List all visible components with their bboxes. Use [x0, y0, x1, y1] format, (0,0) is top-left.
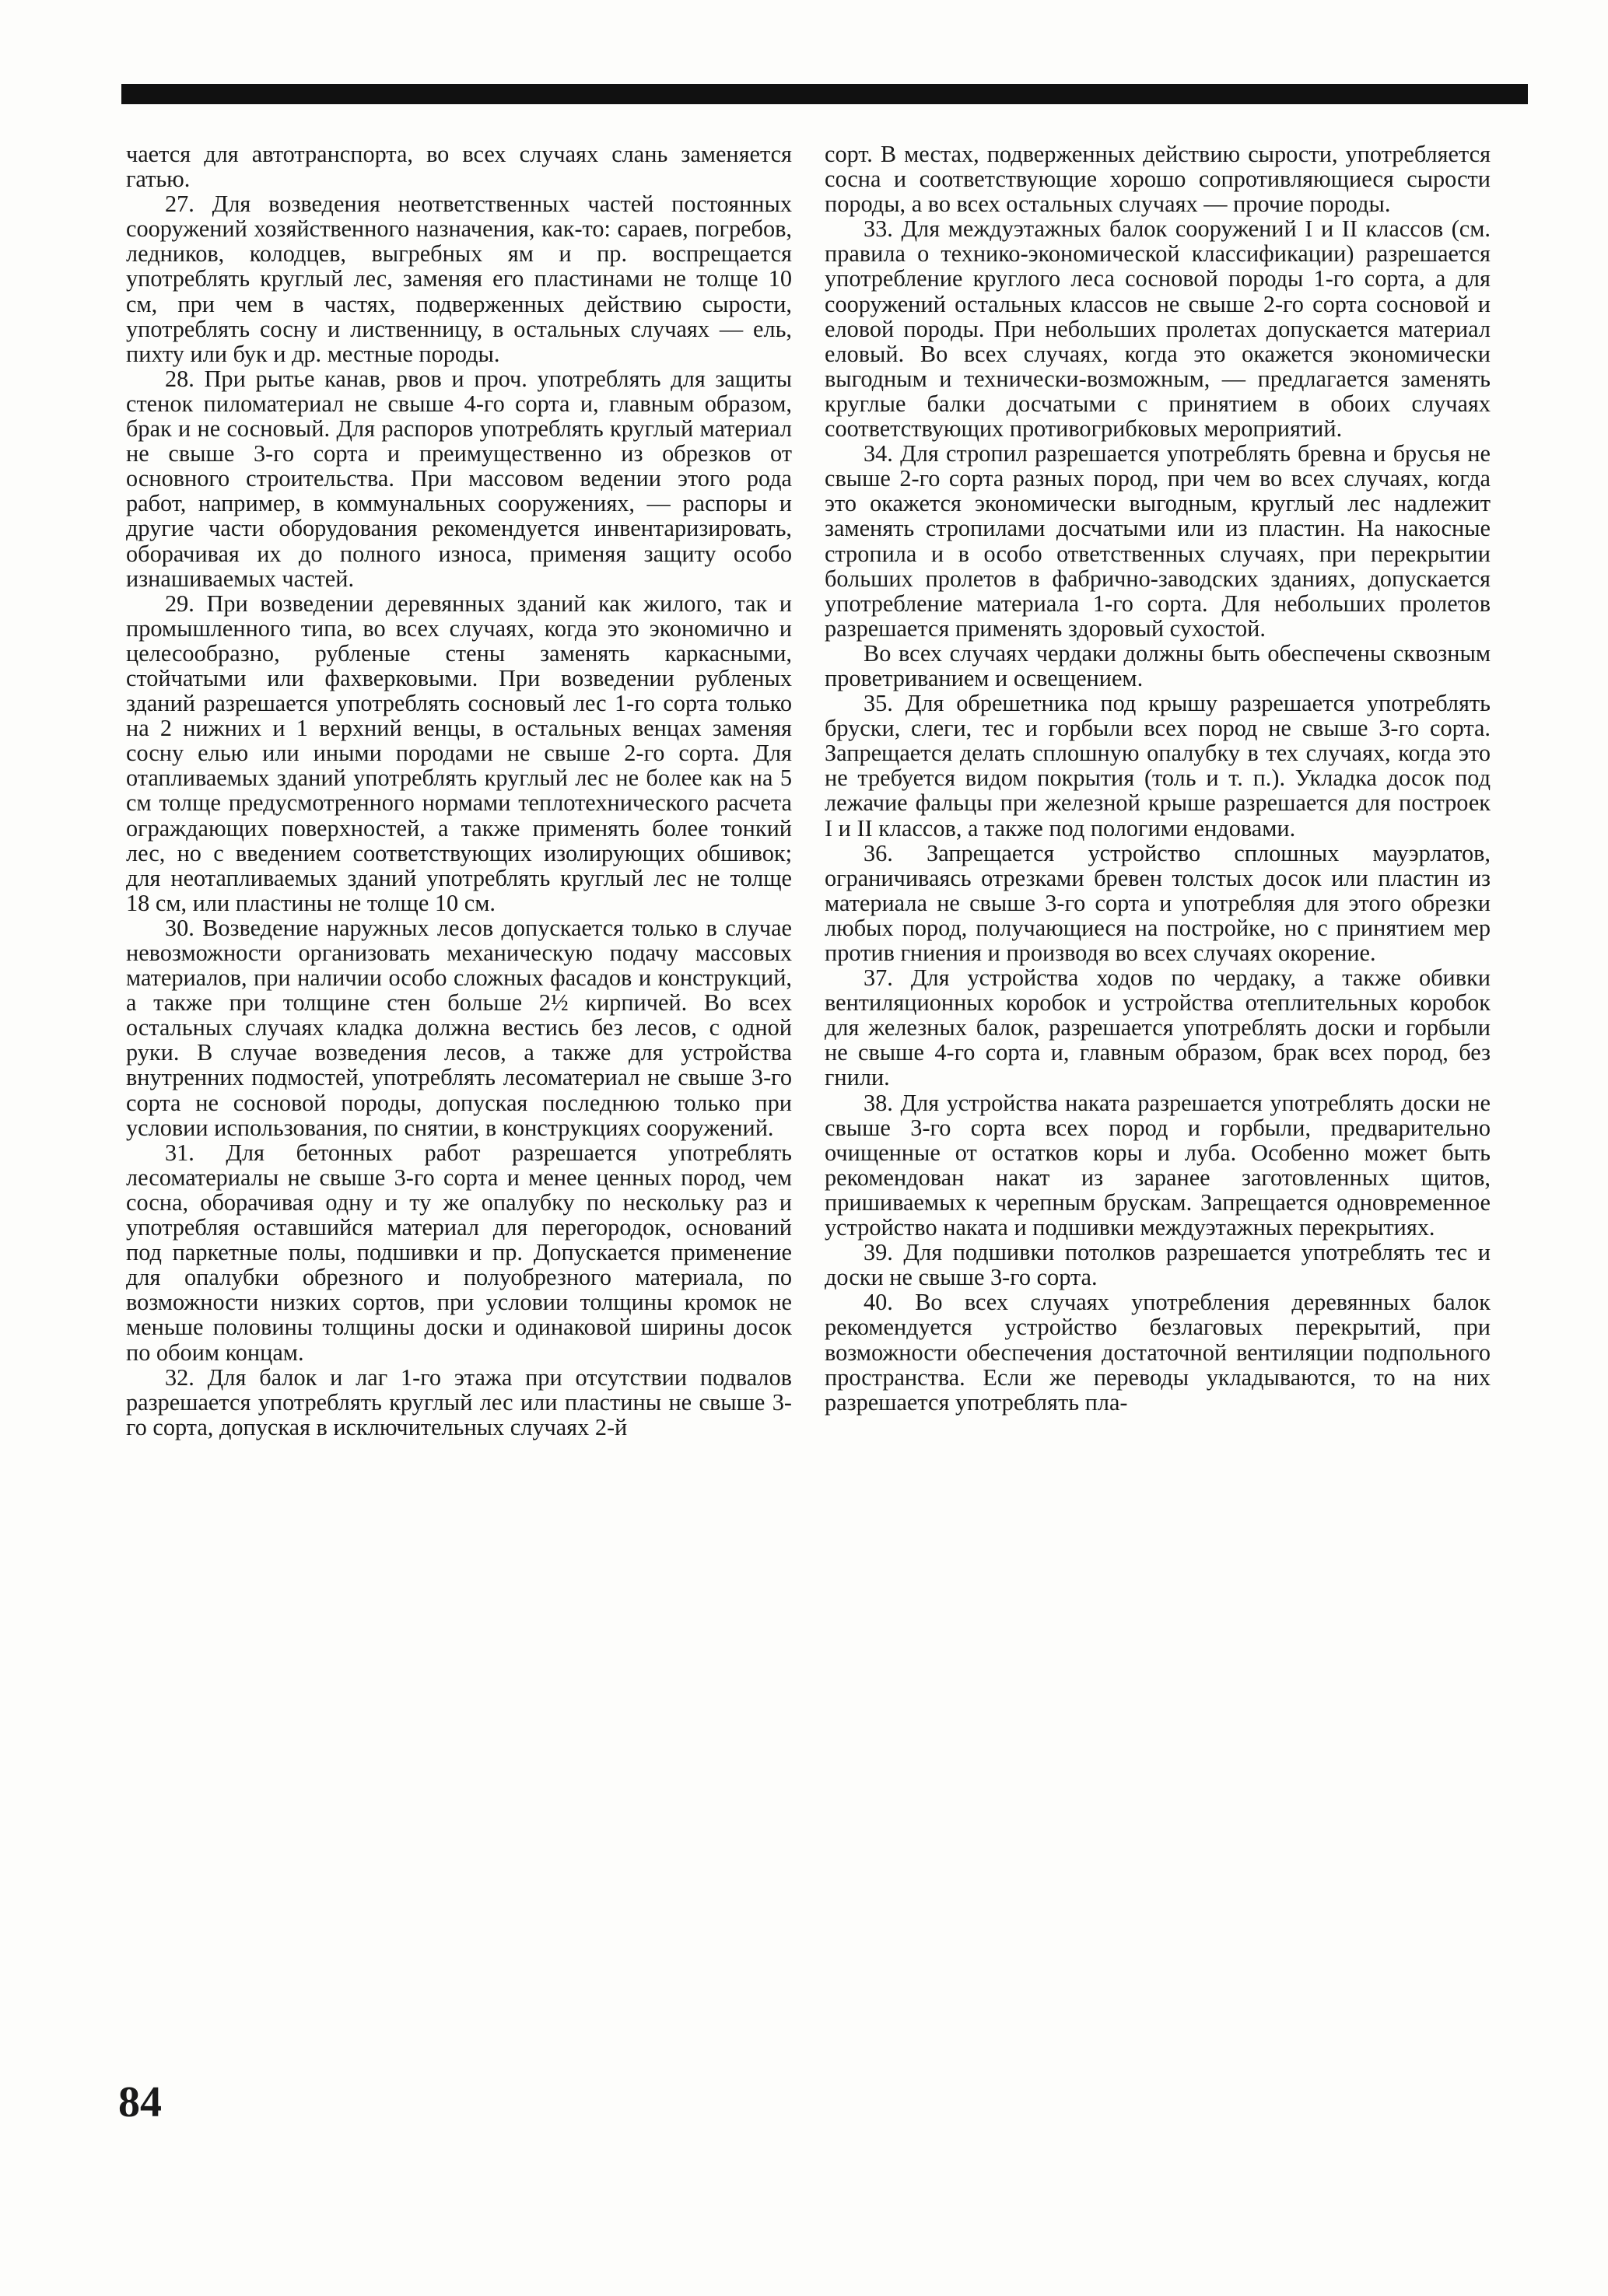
paragraph-27: 27. Для возведения неответственных частей постоянных сооружений хозяйственного назначения, как-то: сараев, погребов, ледников, колодцев, выгребных ям и пр. воспрещается употреблять круглый лес, заменяя его пластинами не толще 10 см, при чем в частях, подверженных действию сырости, употреблять сосну и лиственницу, в остальных случаях — ель, пихту или бук и др. местные породы. [126, 191, 792, 367]
paragraph-37: 37. Для устройства ходов по чердаку, а также обивки вентиляционных коробок и устройства отеплительных коробок для железных балок, разрешается употреблять доски и горбыли не свыше 4-го сорта и, главным образом, брак всех пород, без гнили. [825, 964, 1491, 1091]
paragraph-38: 38. Для устройства наката разрешается употреблять доски не свыше 3-го сорта всех пород и горбыли, предварительно очищенные от остатков коры и луба. Особенно может быть рекомендован накат из заранее заготовленных щитов, пришиваемых к черепным брускам. Запрещается одновременное устройство наката и подшивки междуэтажных перекрытиях. [825, 1089, 1491, 1241]
paragraph-39: 39. Для подшивки потолков разрешается употреблять тес и доски не свыше 3-го сорта. [825, 1239, 1491, 1291]
paragraph-36: 36. Запрещается устройство сплошных мауэрлатов, ограничиваясь отрезками бревен толстых досок или пластин из материала не свыше 3-го сорта и употребляя для этого обрезки любых пород, получающиеся на постройке, но с принятием мер против гниения и производя во всех случаях окорение. [825, 839, 1491, 966]
paragraph-32-continuation: сорт. В местах, подверженных действию сырости, употребляется сосна и соответствующие хорошо сопротивляющиеся сырости породы, а во всех остальных случаях — прочие породы. [825, 141, 1491, 218]
paragraph-35: 35. Для обрешетника под крышу разрешается употреблять бруски, слеги, тес и горбыли всех пород не свыше 3-го сорта. Запрещается делать сплошную опалубку в тех случаях, когда это не требуется видом покрытия (толь и т. п.). Укладка досок под лежачие фальцы при железной крыше разрешается для построек I и II классов, а также под пологими ендовами. [825, 690, 1491, 842]
paragraph-30: 30. Возведение наружных лесов допускается только в случае невозможности организовать механическую подачу массовых материалов, при наличии особо сложных фасадов и конструкций, а также при толщине стен больше 2½ кирпичей. Во всех остальных случаях кладка должна вестись без лесов, с одной руки. В случае возведения лесов, а также для устройства внутренних подмостей, употреблять лесоматериал не свыше 3-го сорта не сосновой породы, допуская последнюю только при условии использования, по снятии, в конструкциях сооружений. [126, 914, 792, 1141]
paragraph-26-continuation: чается для автотранспорта, во всех случаях слань заменяется гатью. [126, 141, 792, 193]
paragraph-33: 33. Для междуэтажных балок сооружений I и II классов (см. правила о технико-экономической классификации) разрешается употребление круглого леса сосновой породы 1-го сорта, а для сооружений остальных классов не свыше 2-го сорта сосновой и еловой породы. При небольших пролетах допускается материал еловый. Во всех случаях, когда это окажется экономически выгодным и технически-возможным, — предлагается заменять круглые балки досчатыми с принятием в обоих случаях соответствующих противогрибковых мероприятий. [825, 215, 1491, 443]
page-number: 84 [118, 2078, 162, 2126]
paragraph-29: 29. При возведении деревянных зданий как жилого, так и промышленного типа, во всех случаях, когда это экономично и целесообразно, рубленые стены заменять каркасными, стойчатыми или фахверковыми. При возведении рубленых зданий разрешается употреблять сосновый лес 1-го сорта только на 2 нижних и 1 верхний венцы, в остальных венцах заменяя сосну елью или иными породами не свыше 2-го сорта. Для отапливаемых зданий употреблять круглый лес не более как на 5 см толще предусмотренного нормами теплотехнического расчета ограждающих поверхностей, а также применять более тонкий лес, но с введением соответствующих изолирующих обшивок; для неотапливаемых зданий употреблять круглый лес не толще 18 см, или пластины не толще 10 см. [126, 590, 792, 916]
paragraph-28: 28. При рытье канав, рвов и проч. употреблять для защиты стенок пиломатериал не свыше 4-го сорта и, главным образом, брак и не сосновый. Для распоров употреблять круглый материал не свыше 3-го сорта и преимущественно из обрезков от основного строительства. При массовом ведении этого рода работ, например, в коммунальных сооружениях, — распоры и другие части оборудования рекомендуется инвентаризировать, оборачивая их до полного износа, применяя защиту особо изнашиваемых частей. [126, 365, 792, 592]
paragraph-34: 34. Для стропил разрешается употреблять бревна и брусья не свыше 2-го сорта разных пород, при чем во всех случаях, когда это окажется экономически выгодным, круглый лес надлежит заменять стропилами досчатыми или из пластин. На накосные стропила и в особо ответственных случаях, при перекрытии больших пролетов в фабрично-заводских зданиях, допускается употребление материала 1-го сорта. Для небольших пролетов разрешается применять здоровый сухостой. [825, 440, 1491, 642]
right-column [825, 142, 1491, 1415]
paragraph-40: 40. Во всех случаях употребления деревянных балок рекомендуется устройство безлаговых перекрытий, при возможности обеспечения достаточной вентиляции подпольного пространства. Если же переводы укладываются, то на них разрешается употреблять пла- [825, 1289, 1491, 1416]
paragraph-34-note: Во всех случаях чердаки должны быть обеспечены сквозным проветриванием и освещением. [825, 639, 1491, 691]
paragraph-32: 32. Для балок и лаг 1-го этажа при отсутствии подвалов разрешается употреблять круглый лес или пластины не свыше 3-го сорта, допуская в исключительных случаях 2-й [126, 1363, 792, 1440]
left-column [126, 142, 792, 1440]
paragraph-31: 31. Для бетонных работ разрешается употреблять лесоматериалы не свыше 3-го сорта и менее ценных пород, чем сосна, оборачивая одну и ту же опалубку по нескольку раз и употребляя оставшийся материал для перегородок, оснований под паркетные полы, подшивки и пр. Допускается применение для опалубки обрезного и полуобрезного материала, по возможности низких сортов, при условии толщины кромок не меньше половины толщины доски и одинаковой ширины досок по обоим концам. [126, 1139, 792, 1366]
header-rule [121, 84, 1528, 104]
